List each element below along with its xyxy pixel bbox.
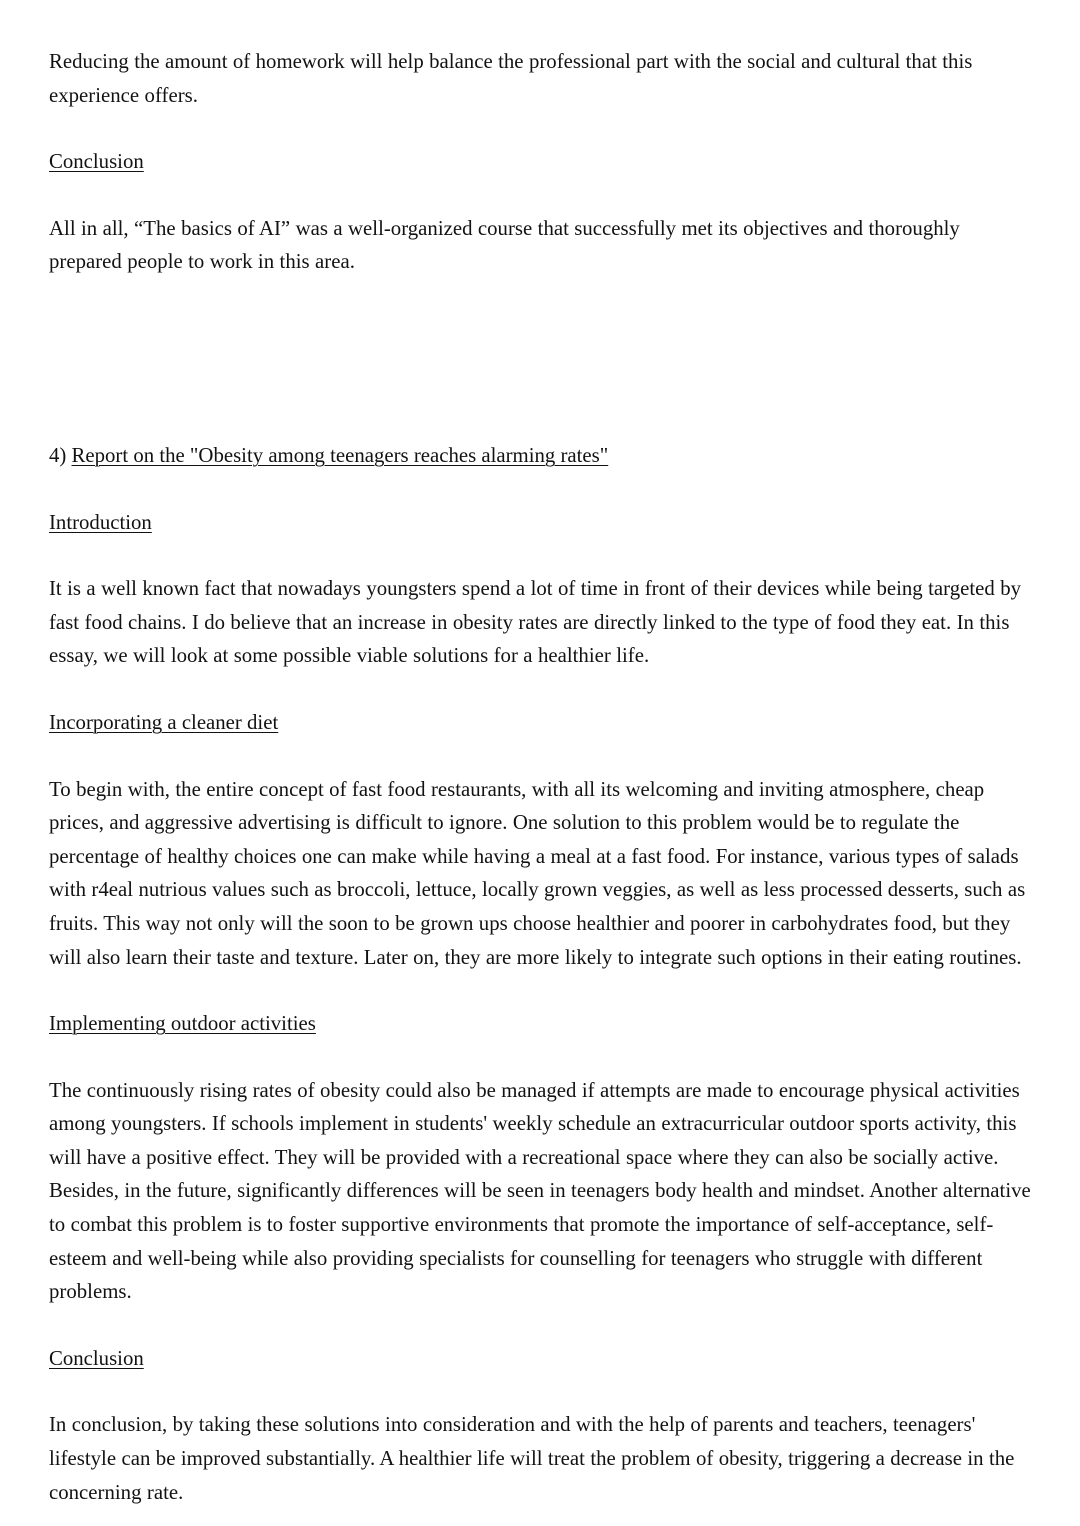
spacer — [49, 112, 1032, 145]
paragraph-homework-balance: Reducing the amount of homework will help balance the professional part with the social and cultural that this experience offers. — [49, 50, 973, 107]
heading-outdoor-activities-text: Implementing outdoor activities — [49, 1012, 316, 1036]
spacer — [49, 179, 1032, 212]
heading-cleaner-diet-text: Incorporating a cleaner diet — [49, 710, 279, 734]
spacer — [49, 539, 1032, 572]
spacer — [49, 1309, 1032, 1342]
heading-report-obesity — [49, 439, 1032, 473]
spacer — [49, 740, 1032, 773]
paragraph-outdoor-activities: The continuously rising rates of obesity could also be managed if attempts are made to encourage physical activities among youngsters. If schools implement in students' weekly schedule an extracurricular outdoor sports activity, this will have a positive effect. They will be provided with a recreational space where they can also be socially active. Besides, in the future, significantly differences will be seen in teenagers body health and mindset. Another alternative to combat this problem is to foster supportive environments that promote the importance of self-acceptance, self-esteem and well-being while also providing specialists for counselling for teenagers who struggle with different problems. — [49, 1078, 1031, 1304]
heading-conclusion-obesity-text: Conclusion — [49, 1346, 144, 1370]
heading-introduction-text: Introduction — [49, 510, 152, 534]
heading-cleaner-diet — [49, 706, 1032, 740]
heading-conclusion-course-text: Conclusion — [49, 150, 144, 174]
spacer — [49, 673, 1032, 706]
spacer — [49, 473, 1032, 506]
spacer — [49, 974, 1032, 1007]
heading-report-title: Report on the "Obesity among teenagers reaches alarming rates" — [71, 443, 609, 467]
section-spacer — [49, 279, 1032, 439]
paragraph-conclusion-course: All in all, “The basics of AI” was a well-organized course that successfully met its objectives and thoroughly prepared people to work in this area. — [49, 216, 960, 274]
heading-outdoor-activities — [49, 1007, 1032, 1041]
heading-conclusion-obesity — [49, 1342, 1032, 1376]
heading-conclusion-course — [49, 145, 1032, 179]
paragraph-cleaner-diet: To begin with, the entire concept of fast food restaurants, with all its welcoming and inviting atmosphere, cheap prices, and aggressive advertising is difficult to ignore. One solution to this problem would be to regulate the percentage of healthy choices one can make while having a meal at a fast food. For instance, various types of salads with r4eal nutrious values such as broccoli, lettuce, locally grown veggies, as well as less processed desserts, such as fruits. This way not only will the soon to be grown ups choose healthier and poorer in carbohydrates food, but they will also learn their taste and texture. Later on, they are more likely to integrate such options in their eating routines. — [49, 777, 1026, 969]
paragraph-introduction: It is a well known fact that nowadays youngsters spend a lot of time in front of their devices while being targeted by fast food chains. I do believe that an increase in obesity rates are directly linked to the type of food they eat. In this essay, we will look at some possible viable solutions for a healthier life. — [49, 577, 1022, 668]
spacer — [49, 1375, 1032, 1408]
heading-introduction — [49, 506, 1032, 540]
spacer — [49, 1041, 1032, 1074]
document-body — [49, 45, 1032, 1509]
heading-report-number: 4) — [49, 443, 72, 467]
paragraph-conclusion-obesity: In conclusion, by taking these solutions into consideration and with the help of parents and teachers, teenagers' lifestyle can be improved substantially. A healthier life will treat the problem of obesity, triggering a decrease in the concerning rate. — [49, 1413, 1015, 1504]
